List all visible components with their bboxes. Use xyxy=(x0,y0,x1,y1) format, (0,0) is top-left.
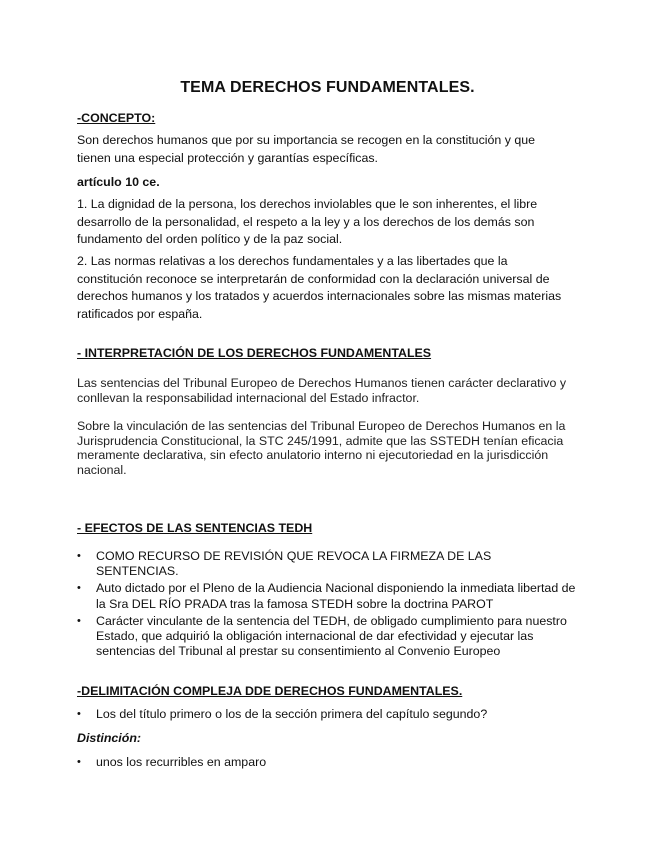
efectos-list xyxy=(77,549,577,661)
concepto-text: Son derechos humanos que por su importancia se recogen en la constitución y que tienen una especial protección y garantías específicas. xyxy=(77,133,536,165)
list-item-text: unos los recurribles en amparo xyxy=(96,755,267,769)
interpretacion-paragraph-2: Sobre la vinculación de las sentencias del Tribunal Europeo de Derechos Humanos en la Jurisprudencia Constitucional, la STC 245/1991, admite que las SSTEDH tenían eficacia meramente declarativa, sin efecto anulatorio interno ni ejecutoriedad en la jurisdicción nacional. xyxy=(77,419,566,477)
bullet-icon: • xyxy=(77,614,81,627)
page-title: TEMA DERECHOS FUNDAMENTALES. xyxy=(180,79,475,96)
list-item xyxy=(77,707,577,722)
delimitacion-list-1 xyxy=(77,707,577,724)
list-item-text: COMO RECURSO DE REVISIÓN QUE REVOCA LA FIRMEZA DE LAS SENTENCIAS. xyxy=(96,549,492,579)
list-item xyxy=(77,581,577,611)
article-label: artículo 10 ce. xyxy=(77,175,160,189)
efectos-heading: - EFECTOS DE LAS SENTENCIAS TEDH xyxy=(77,521,313,535)
delimitacion-heading: -DELIMITACIÓN COMPLEJA DDE DERECHOS FUNDAMENTALES. xyxy=(77,684,463,698)
article-point-2: 2. Las normas relativas a los derechos fundamentales y a las libertades que la constitución reconoce se interpretarán de conformidad con la declaración universal de derechos humanos y los tratados y acuerdos internacionales sobre las mismas materias ratificados por españa. xyxy=(77,254,562,321)
bullet-icon: • xyxy=(77,550,81,562)
bullet-icon: • xyxy=(77,582,81,595)
list-item-text: Carácter vinculante de la sentencia del TEDH, de obligado cumplimiento para nuestro Estado, que adquirió la obligación internacional de dar efectividad y ejecutar las sentencias del Tribunal al prestar su consentimiento al Convenio Europeo xyxy=(96,613,567,659)
interpretacion-paragraph-1: Las sentencias del Tribunal Europeo de Derechos Humanos tienen carácter declarativo y conllevan la responsabilidad internacional del Estado infractor. xyxy=(77,376,567,405)
concepto-heading: -CONCEPTO: xyxy=(77,111,156,125)
list-item xyxy=(77,755,577,770)
list-item-text: Los del título primero o los de la sección primera del capítulo segundo? xyxy=(96,707,488,721)
article-point-1: 1. La dignidad de la persona, los derechos inviolables que le son inherentes, el libre desarrollo de la personalidad, el respeto a la ley y a los derechos de los demás son fundamento del orden político y de la paz social. xyxy=(77,197,538,246)
list-item xyxy=(77,549,577,579)
list-item-text: Auto dictado por el Pleno de la Audiencia Nacional disponiendo la inmediata libertad de la Sra DEL RÍO PRADA tras la famosa STEDH sobre la doctrina PAROT xyxy=(96,581,576,611)
bullet-icon: • xyxy=(77,756,81,768)
list-item xyxy=(77,614,577,660)
distincion-label: Distinción: xyxy=(77,731,142,745)
delimitacion-list-2 xyxy=(77,755,577,772)
interpretacion-heading: - INTERPRETACIÓN DE LOS DERECHOS FUNDAMENTALES xyxy=(77,346,432,360)
bullet-icon: • xyxy=(77,708,81,720)
